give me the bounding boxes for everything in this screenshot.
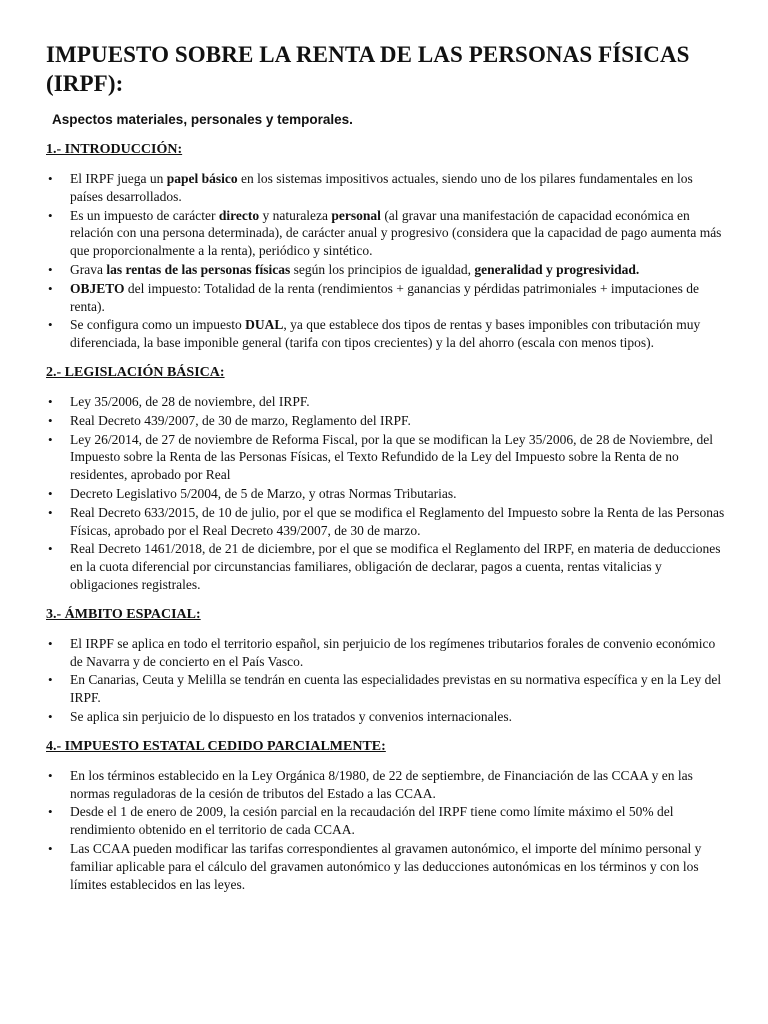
bold-text: directo [218,207,260,223]
bullet-icon: • [48,804,53,820]
bullet-icon: • [48,261,53,277]
text-run: En los términos establecido en la Ley Orgánica 8/1980, de 22 de septiembre, de Financiación de las CCAA y en las normas reguladoras de la cesión de tributos del Estado a las CCAA. [70,767,693,801]
bullet-icon: • [48,207,53,223]
text-run: El IRPF se aplica en todo el territorio español, sin perjuicio de los regímenes tributarios forales de convenio económico de Navarra y de concierto en el País Vasco. [70,635,716,669]
text-run: en los sistemas impositivos actuales, siendo uno de los pilares fundamentales en los países desarrollados. [70,171,693,204]
bullet-icon: • [48,431,53,447]
list-item [46,316,726,352]
section-heading-estatal: 4.- IMPUESTO ESTATAL CEDIDO PARCIALMENTE: [46,738,386,754]
text-run: del impuesto: Totalidad de la renta (rendimientos + ganancias y pérdidas patrimoniales + imputaciones de renta). [70,280,700,314]
bullet-icon: • [48,672,53,688]
bullet-icon: • [48,635,53,651]
section-list-legislacion [46,393,726,594]
bold-text: generalidad y progresividad. [474,261,640,277]
list-item [46,840,726,893]
text-run: Real Decreto 1461/2018, de 21 de diciembre, por el que se modifica el Reglamento del IRPF, en materia de deducciones en la cuota diferencial por circunstancias familiares, obligación de declarar, pagos a cuenta, rentas vitalicias y obligaciones registrales. [70,541,721,592]
section-heading-legislacion: 2.- LEGISLACIÓN BÁSICA: [46,364,225,380]
list-item [46,767,726,803]
text-run: (al gravar una manifestación de capacidad económica en relación con una persona determinada), de carácter anual y progresivo (considera que la capacidad de pago aumenta más que proporcionalmente a la renta), periódico y sintético. [70,207,722,259]
list-item [46,504,726,540]
text-run: Ley 35/2006, de 28 de noviembre, del IRPF. [70,393,310,409]
list-item [46,708,726,726]
section-list-ambito [46,635,726,726]
bullet-icon: • [48,280,53,296]
section-list-estatal [46,767,726,894]
text-run: Real Decreto 439/2007, de 30 de marzo, Reglamento del IRPF. [70,412,411,428]
bullet-icon: • [48,393,53,409]
section-heading-introduccion: 1.- INTRODUCCIÓN: [46,142,183,157]
text-run: Real Decreto 633/2015, de 10 de julio, por el que se modifica el Reglamento del Impuesto sobre la Renta de las Personas Físicas, aprobado por el Real Decreto 439/2007, de 30 de marzo. [70,504,725,538]
text-run: Desde el 1 de enero de 2009, la cesión parcial en la recaudación del IRPF tiene como límite máximo el 50% del rendimiento obtenido en el territorio de cada CCAA. [70,804,674,838]
list-item [46,280,726,316]
bold-text: OBJETO [70,280,125,296]
list-item [46,412,726,430]
bullet-icon: • [48,485,53,501]
list-item [46,540,726,593]
text-run: y naturaleza [259,207,332,223]
list-item [46,635,726,671]
list-item [46,261,726,279]
bullet-icon: • [48,317,53,333]
section-heading-ambito: 3.- ÁMBITO ESPACIAL: [46,606,201,622]
bold-text: las rentas de las personas físicas [106,261,291,277]
list-item [46,170,726,206]
bullet-icon: • [48,541,53,557]
text-run: El IRPF juega un [70,171,167,186]
bullet-icon: • [48,171,53,186]
text-run: Ley 26/2014, de 27 de noviembre de Reforma Fiscal, por la que se modifican la Ley 35/2006, de 28 de Noviembre, del Impuesto sobre la Renta de las Personas Físicas, el Texto Refundido de la Ley del Impuesto sobre la Renta de no residentes, aprobado por Real [70,431,713,483]
list-item [46,485,726,503]
list-item [46,393,726,411]
bold-text: personal [331,207,381,223]
document-title: IMPUESTO SOBRE LA RENTA DE LAS PERSONAS FÍSICAS (IRPF): [46,42,690,96]
document-page [46,40,726,894]
text-run: según los principios de igualdad, [290,261,475,277]
list-item [46,803,726,839]
document-subtitle: Aspectos materiales, personales y temporales. [52,112,353,127]
bullet-icon: • [48,708,53,724]
text-run: Grava [70,261,107,277]
text-run: En Canarias, Ceuta y Melilla se tendrán en cuenta las especialidades previstas en su normativa específica y en la Ley del IRPF. [70,672,722,706]
section-list-introduccion [46,170,726,352]
bullet-icon: • [48,840,53,856]
bullet-icon: • [48,504,53,520]
list-item [46,431,726,484]
text-run: Se configura como un impuesto [70,317,246,333]
bold-text: DUAL [245,317,284,333]
text-run: Decreto Legislativo 5/2004, de 5 de Marzo, y otras Normas Tributarias. [70,485,457,501]
bullet-icon: • [48,412,53,428]
text-run: Las CCAA pueden modificar las tarifas correspondientes al gravamen autonómico, el importe del mínimo personal y familiar aplicable para el cálculo del gravamen autonómico y las deducciones autonómicas en los términos y con los límites establecidos en las leyes. [70,840,702,892]
list-item [46,207,726,260]
text-run: , ya que establece dos tipos de rentas y bases imponibles con tributación muy diferenciada, la base imponible general (tarifa con tipos crecientes) y la del ahorro (escala con menos tipos). [70,317,701,351]
text-run: Se aplica sin perjuicio de lo dispuesto en los tratados y convenios internacionales. [70,708,513,724]
list-item [46,671,726,707]
bullet-icon: • [48,767,53,783]
bold-text: papel básico [166,171,238,186]
text-run: Es un impuesto de carácter [70,207,219,223]
